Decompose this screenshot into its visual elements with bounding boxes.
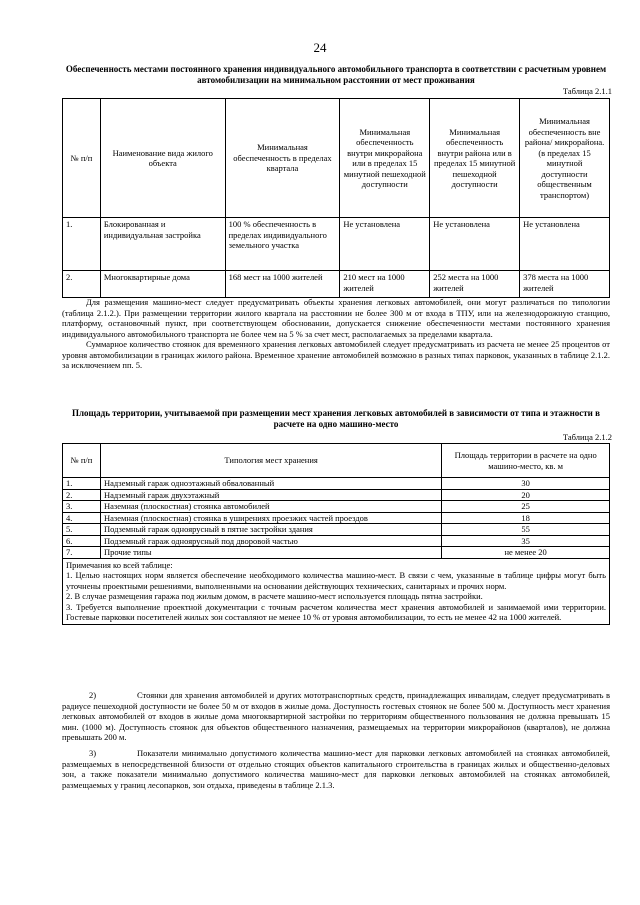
table-cell: 4. xyxy=(63,512,101,524)
table-cell: 252 места на 1000 жителей xyxy=(430,271,520,298)
table-row xyxy=(63,524,610,536)
table-cell: Надземный гараж двухэтажный xyxy=(100,489,441,501)
table-cell: Наземная (плоскостная) стоянка автомобилей xyxy=(100,501,441,513)
item-text: Стоянки для хранения автомобилей и других мототранспортных средств, принадлежащих инвалидам, следует предусматривать в радиусе пешеходной доступности не более 50 м от входов в жилые дома. Доступность гостевых стоянок не более 500 м. Доступность мест хранения легковых автомобилей от входов в жилые дома многоквартирной застройки по территориям общественного пользования не должна превышать 15 мин. (1000 м). Доступность стоянок для объектов общественного назначения, размещаемых на территории микрорайонов (кварталов), не должна превышать 200 м. xyxy=(62,690,610,742)
table-notes-row xyxy=(63,558,610,624)
table-cell: Многоквартирные дома xyxy=(100,271,225,298)
note-line: 2. В случае размещения гаража под жилым домом, в расчете машино-мест используется площадь пятна застройки. xyxy=(66,591,483,601)
table-cell: Не установлена xyxy=(520,218,610,271)
note-line: 1. Целью настоящих норм является обеспечение необходимого количества машино-мест. В связи с чем, указанные в таблице цифры могут быть уточнены проектными решениями, выполненными на основании действующих технических, санитарных и прочих норм. xyxy=(66,570,606,591)
table-cell: 5. xyxy=(63,524,101,536)
table-cell: 35 xyxy=(442,535,610,547)
table-cell: 55 xyxy=(442,524,610,536)
table-row xyxy=(63,489,610,501)
table-cell: Подземный гараж одноярусный в пятне застройки здания xyxy=(100,524,441,536)
table-cell: 210 мест на 1000 жителей xyxy=(340,271,430,298)
table-cell: 1. xyxy=(63,218,101,271)
table-cell: 7. xyxy=(63,547,101,559)
note-line: 3. Требуется выполнение проектной документации с точным расчетом количества мест хранения автомобилей и занимаемой ими территории. Гостевые парковки посетителей жилых зон составляют не менее 10 % от уровня автомобилизации, то есть не менее 42 на 1000 жителей. xyxy=(66,601,606,622)
table-cell: Надземный гараж одноэтажный обвалованный xyxy=(100,478,441,490)
table-cell: 378 места на 1000 жителей xyxy=(520,271,610,298)
table-cell: 2. xyxy=(63,271,101,298)
table-notes xyxy=(63,558,610,624)
table-row xyxy=(63,501,610,513)
table-row xyxy=(63,478,610,490)
table-cell: 100 % обеспеченность в пределах индивидуального земельного участка xyxy=(225,218,340,271)
table-cell: 20 xyxy=(442,489,610,501)
header-cell: Наименование вида жилого объекта xyxy=(100,99,225,218)
item-number: 3) xyxy=(89,748,97,758)
header-cell: Минимальная обеспеченность внутри района или в пределах 15 минутной пешеходной доступности xyxy=(430,99,520,218)
table-row xyxy=(63,547,610,559)
table-row xyxy=(63,535,610,547)
table-cell: Блокированная и индивидуальная застройка xyxy=(100,218,225,271)
table-2-1-1-caption: Таблица 2.1.1 xyxy=(562,86,612,96)
table-row xyxy=(63,271,610,298)
table-cell: 3. xyxy=(63,501,101,513)
item-number: 2) xyxy=(89,690,97,700)
table-cell: 18 xyxy=(442,512,610,524)
header-cell: Площадь территории в расчете на одно машино-место, кв. м xyxy=(442,444,610,478)
header-cell: № п/п xyxy=(63,99,101,218)
table-row xyxy=(63,512,610,524)
table-cell: Не установлена xyxy=(430,218,520,271)
list-item xyxy=(62,748,610,790)
item-text: Показатели минимально допустимого количества машино-мест для парковки легковых автомобилей на стоянках автомобилей, размещаемых в непосредственной близости от отдельно стоящих объектов капитального строительства в границах жилых и общественно-деловых зон, а также показатели минимально допустимого количества машино-мест для парковки легковых автомобилей на стоянках автомобилей, размещаемых у границ лесопарков, зон отдыха, приведены в таблице 2.1.3. xyxy=(62,748,610,790)
table-cell: 25 xyxy=(442,501,610,513)
table-row xyxy=(63,218,610,271)
header-cell: № п/п xyxy=(63,444,101,478)
section2-title: Площадь территории, учитываемой при размещении мест хранения легковых автомобилей в зависимости от типа и этажности в расчете на одно машино-место xyxy=(72,408,600,429)
table-cell: 2. xyxy=(63,489,101,501)
table-2-1-2-caption: Таблица 2.1.2 xyxy=(562,432,612,442)
note-line: Примечания ко всей таблице: xyxy=(66,559,173,570)
table-cell: Не установлена xyxy=(340,218,430,271)
table-cell: не менее 20 xyxy=(442,547,610,559)
table-cell: 30 xyxy=(442,478,610,490)
table-cell: 6. xyxy=(63,535,101,547)
table-cell: Прочие типы xyxy=(100,547,441,559)
page-number: 24 xyxy=(313,40,327,55)
header-cell: Минимальная обеспеченность внутри микрорайона или в пределах 15 минутной пешеходной доступности xyxy=(340,99,430,218)
table-cell: Наземная (плоскостная) стоянка в уширениях проезжих частей проездов xyxy=(100,512,441,524)
table-header-row xyxy=(63,444,610,478)
header-cell: Минимальная обеспеченность вне района/ микрорайона. (в пределах 15 минутной доступности общественным транспортом) xyxy=(520,99,610,218)
table-cell: 168 мест на 1000 жителей xyxy=(225,271,340,298)
paragraph: Для размещения машино-мест следует предусматривать объекты хранения легковых автомобилей, они могут различаться по типологии (таблица 2.1.2.). При размещении территории жилого квартала на расстоянии не более 300 м от входа в ТПУ, или на железнодорожную станцию, платформу, остановочный пункт, при соответствующем обосновании, допускается снижение обеспеченности местами постоянного хранения индивидуального автомобильного транспорта не более чем на 5 % за счет мест, располагаемых за пределами квартала. xyxy=(62,297,610,339)
table-cell: 1. xyxy=(63,478,101,490)
body-text xyxy=(62,297,610,371)
table-2-1-2 xyxy=(62,443,610,625)
list-item xyxy=(62,690,610,743)
header-cell: Минимальная обеспеченность в пределах квартала xyxy=(225,99,340,218)
header-cell: Типология мест хранения xyxy=(100,444,441,478)
table-header-row xyxy=(63,99,610,218)
table-cell: Подземный гараж одноярусный под дворовой частью xyxy=(100,535,441,547)
section1-title: Обеспеченность местами постоянного хранения индивидуального автомобильного транспорта в соответствии с расчетным уровнем автомобилизации на минимальном расстоянии от мест проживания xyxy=(65,64,607,85)
table-2-1-1 xyxy=(62,98,610,298)
paragraph: Суммарное количество стоянок для временного хранения легковых автомобилей следует предусматривать из расчета не менее 25 процентов от уровня автомобилизации в границах жилого района. Временное хранение автомобилей возможно в разных типах парковок, указанных в таблице 2.1.2. за исключением пп. 5. xyxy=(62,339,610,370)
